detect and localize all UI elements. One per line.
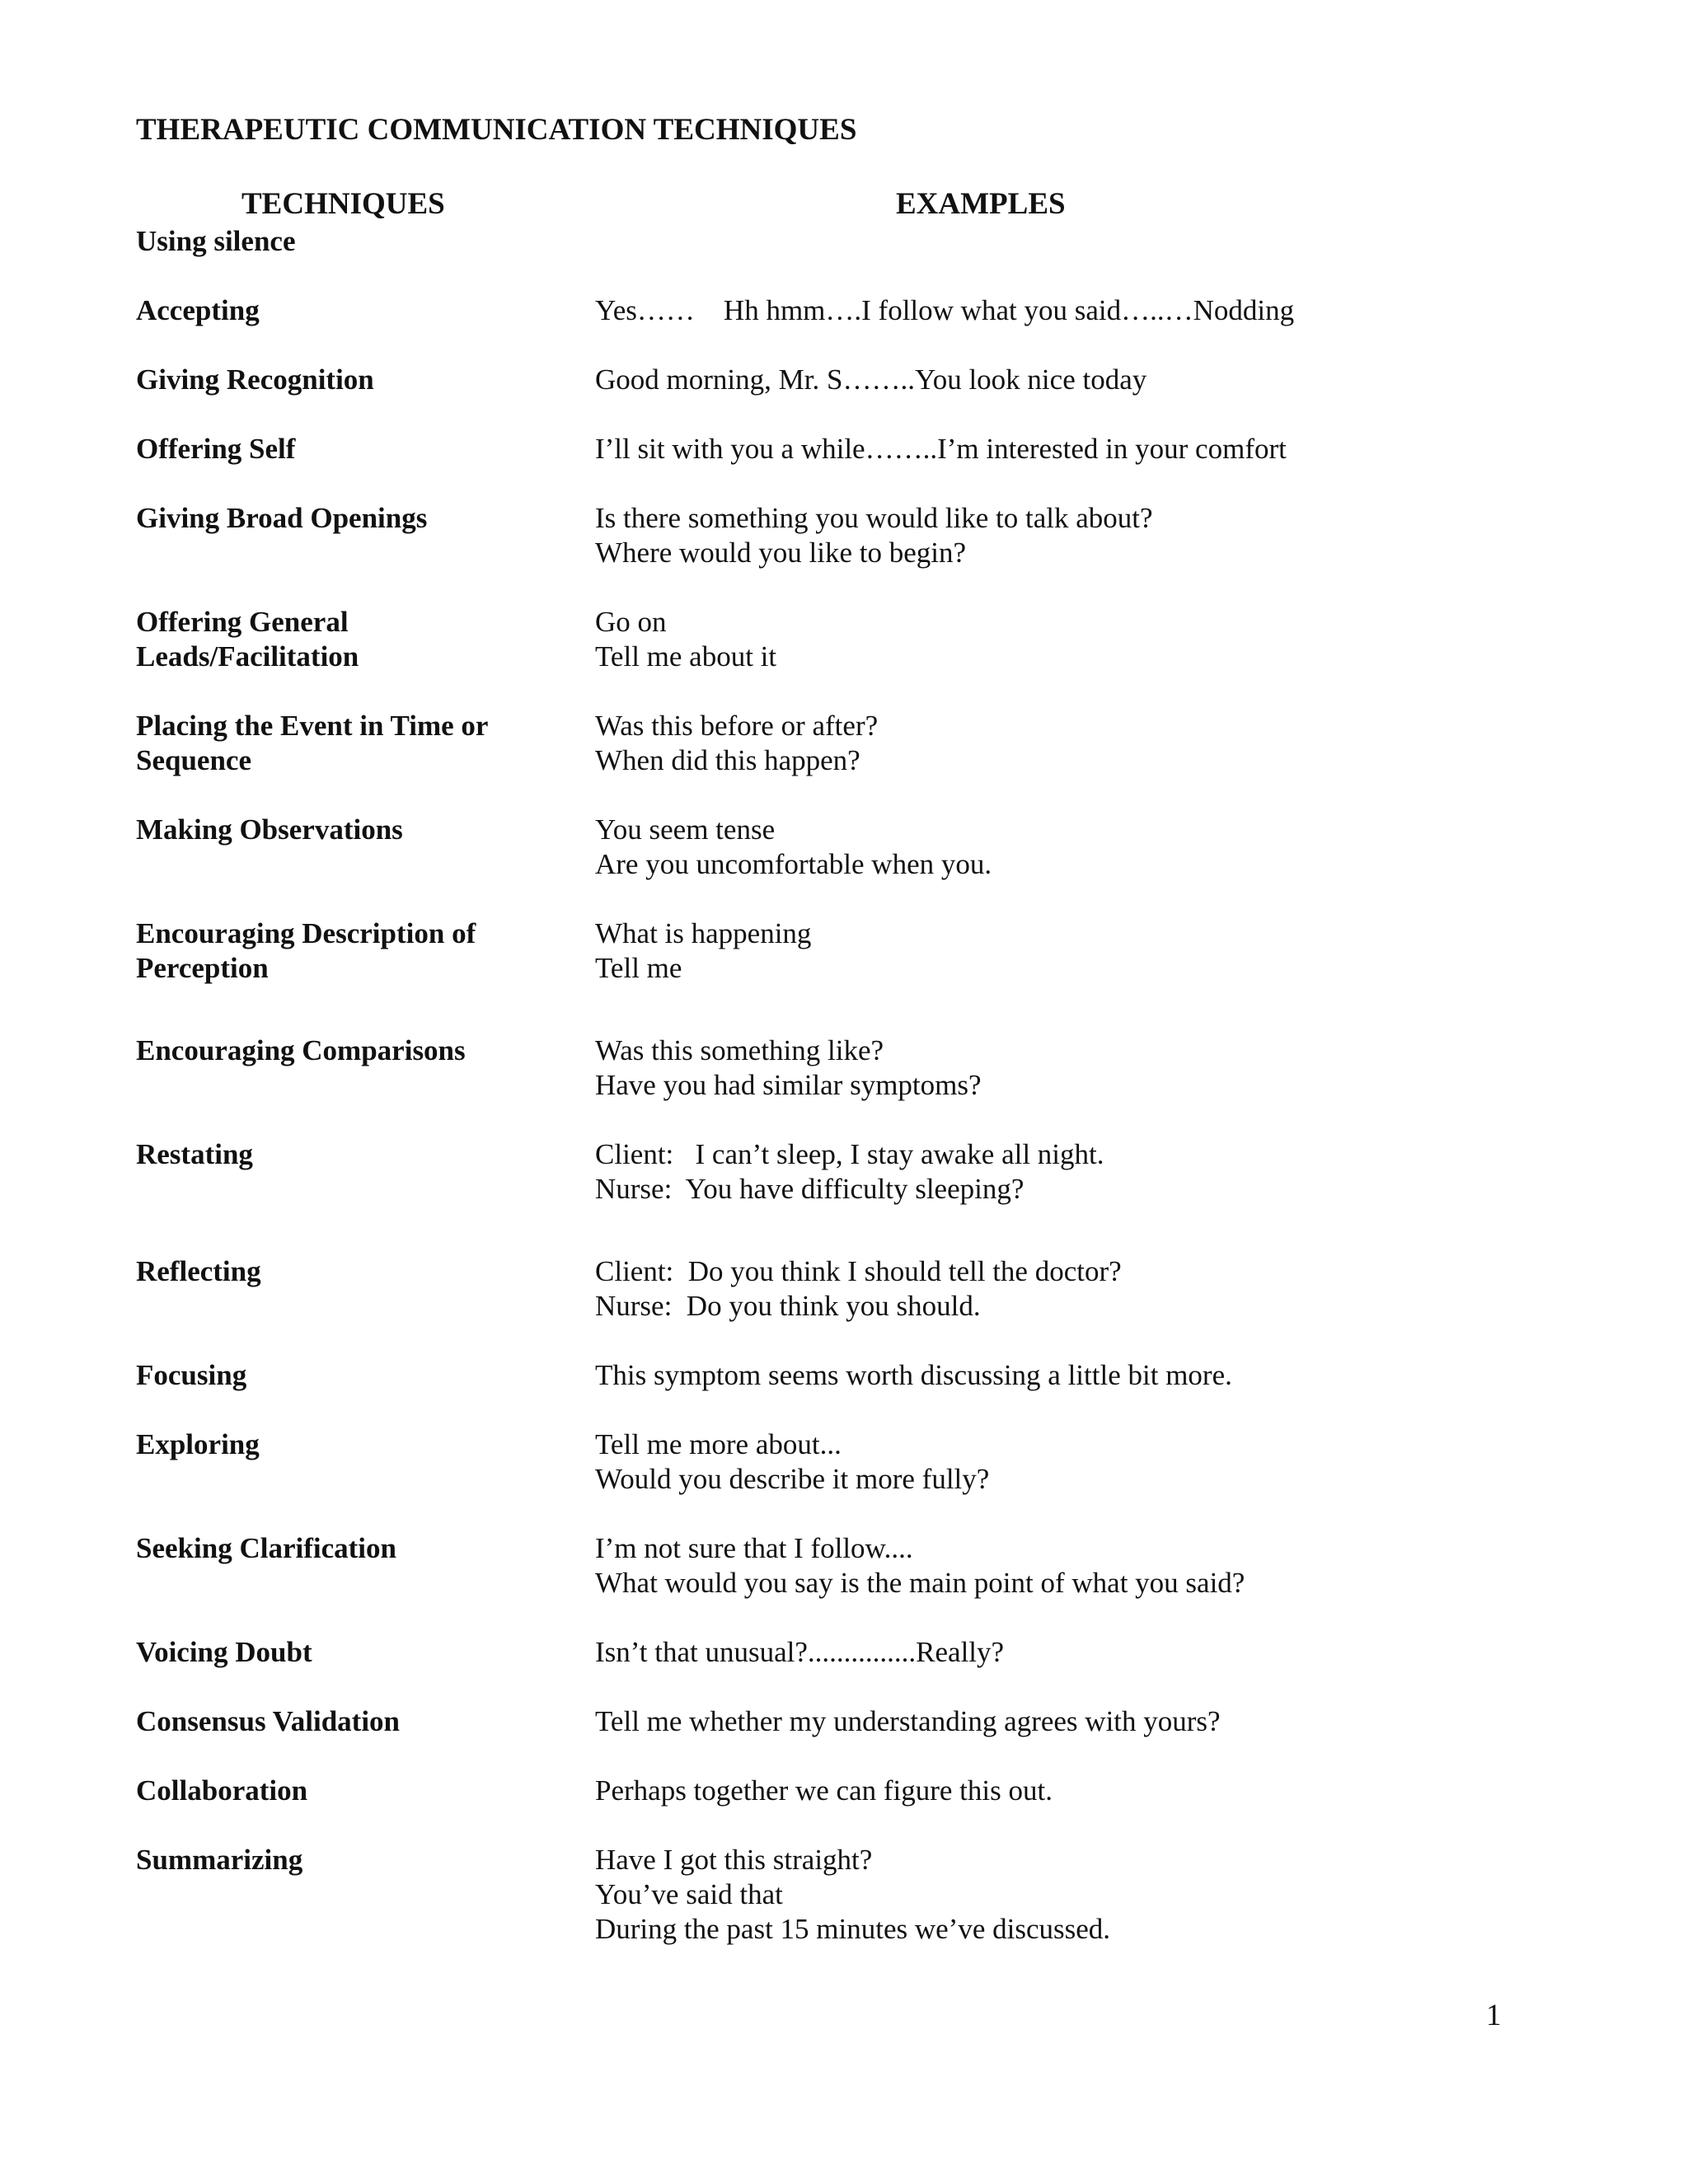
example-line: Perhaps together we can figure this out.	[595, 1774, 1053, 1807]
example-line: Nurse: You have difficulty sleeping?	[595, 1173, 1025, 1205]
example-line: Tell me	[595, 952, 682, 984]
example-text	[595, 224, 1554, 259]
table-row	[136, 501, 1554, 570]
technique-name	[136, 1704, 595, 1739]
table-row	[136, 1137, 1554, 1207]
table-row	[136, 1531, 1554, 1601]
example-line: Tell me about it	[595, 640, 777, 673]
table-row	[136, 916, 1554, 986]
technique-line: Collaboration	[136, 1774, 308, 1807]
techniques-column-header: TECHNIQUES	[241, 187, 445, 221]
table-row	[136, 363, 1554, 397]
page-title: THERAPEUTIC COMMUNICATION TECHNIQUES	[136, 113, 857, 147]
technique-name	[136, 1635, 595, 1670]
technique-name	[136, 1254, 595, 1324]
example-line: During the past 15 minutes we’ve discussed.	[595, 1913, 1111, 1945]
example-text	[595, 813, 1554, 882]
technique-name	[136, 605, 595, 674]
technique-name	[136, 813, 595, 882]
example-text	[595, 1704, 1554, 1739]
technique-line: Encouraging Description of	[136, 917, 476, 949]
technique-name	[136, 432, 595, 466]
example-line: Was this before or after?	[595, 710, 879, 742]
table-row	[136, 605, 1554, 674]
example-text	[595, 1531, 1554, 1601]
technique-name	[136, 293, 595, 328]
example-text	[595, 1774, 1554, 1808]
example-text	[595, 1635, 1554, 1670]
example-line: When did this happen?	[595, 744, 860, 776]
technique-name	[136, 1531, 595, 1601]
example-line: Have you had similar symptoms?	[595, 1069, 982, 1101]
example-text	[595, 1843, 1554, 1947]
table-row	[136, 1254, 1554, 1324]
example-line: Nurse: Do you think you should.	[595, 1290, 981, 1322]
technique-name	[136, 224, 595, 259]
table-row	[136, 224, 1554, 259]
example-text	[595, 501, 1554, 570]
example-text	[595, 1137, 1554, 1207]
technique-line: Making Observations	[136, 813, 403, 846]
table-row	[136, 813, 1554, 882]
technique-line: Placing the Event in Time or	[136, 710, 489, 742]
table-row	[136, 1774, 1554, 1808]
table-row	[136, 709, 1554, 778]
example-line: Good morning, Mr. S……..You look nice today	[595, 363, 1147, 396]
example-line: Client: Do you think I should tell the doctor?	[595, 1255, 1122, 1287]
example-line: Go on	[595, 606, 667, 638]
technique-line: Offering Self	[136, 433, 296, 465]
table-row	[136, 1635, 1554, 1670]
techniques-table	[136, 224, 1554, 1981]
technique-line: Encouraging Comparisons	[136, 1034, 466, 1066]
example-line: What would you say is the main point of what you said?	[595, 1567, 1245, 1599]
technique-line: Focusing	[136, 1359, 247, 1391]
table-row	[136, 1843, 1554, 1947]
table-row	[136, 432, 1554, 466]
technique-name	[136, 1137, 595, 1207]
technique-name	[136, 501, 595, 570]
table-row	[136, 1427, 1554, 1497]
example-line: What is happening	[595, 917, 812, 949]
example-line: Yes…… Hh hmm….I follow what you said…..…Nodding	[595, 294, 1295, 326]
technique-line: Accepting	[136, 294, 260, 326]
example-text	[595, 363, 1554, 397]
example-text	[595, 293, 1554, 328]
example-line: Client: I can’t sleep, I stay awake all night.	[595, 1138, 1104, 1170]
technique-name	[136, 1427, 595, 1497]
example-text	[595, 432, 1554, 466]
technique-line: Exploring	[136, 1428, 260, 1460]
example-text	[595, 605, 1554, 674]
example-line: Tell me whether my understanding agrees with yours?	[595, 1705, 1221, 1737]
example-line: Isn’t that unusual?...............Really?	[595, 1636, 1005, 1668]
technique-name	[136, 1774, 595, 1808]
example-line: This symptom seems worth discussing a little bit more.	[595, 1359, 1232, 1391]
technique-line: Leads/Facilitation	[136, 640, 359, 673]
example-line: I’ll sit with you a while……..I’m interested in your comfort	[595, 433, 1287, 465]
example-text	[595, 1033, 1554, 1103]
technique-line: Voicing Doubt	[136, 1636, 312, 1668]
example-text	[595, 1254, 1554, 1324]
page-number: 1	[1486, 1999, 1502, 2032]
technique-line: Sequence	[136, 744, 251, 776]
technique-name	[136, 709, 595, 778]
example-line: Where would you like to begin?	[595, 537, 967, 569]
technique-name	[136, 916, 595, 986]
example-line: Tell me more about...	[595, 1428, 842, 1460]
example-line: Are you uncomfortable when you.	[595, 848, 992, 880]
technique-line: Giving Recognition	[136, 363, 374, 396]
table-row	[136, 1358, 1554, 1393]
example-line: You’ve said that	[595, 1878, 783, 1910]
table-row	[136, 1033, 1554, 1103]
technique-line: Perception	[136, 952, 269, 984]
example-line: I’m not sure that I follow....	[595, 1532, 913, 1564]
technique-line: Restating	[136, 1138, 253, 1170]
example-line: Is there something you would like to talk about?	[595, 502, 1153, 534]
technique-line: Seeking Clarification	[136, 1532, 396, 1564]
table-row	[136, 293, 1554, 328]
technique-line: Summarizing	[136, 1844, 303, 1876]
technique-line: Giving Broad Openings	[136, 502, 428, 534]
example-line: Have I got this straight?	[595, 1844, 873, 1876]
example-text	[595, 916, 1554, 986]
table-row	[136, 1704, 1554, 1739]
technique-name	[136, 1358, 595, 1393]
technique-line: Reflecting	[136, 1255, 261, 1287]
technique-name	[136, 1033, 595, 1103]
example-text	[595, 1427, 1554, 1497]
technique-line: Using silence	[136, 225, 296, 257]
example-line: You seem tense	[595, 813, 776, 846]
example-text	[595, 709, 1554, 778]
technique-line: Consensus Validation	[136, 1705, 401, 1737]
technique-name	[136, 1843, 595, 1947]
example-line: Was this something like?	[595, 1034, 884, 1066]
example-text	[595, 1358, 1554, 1393]
examples-column-header: EXAMPLES	[896, 187, 1066, 221]
technique-line: Offering General	[136, 606, 349, 638]
technique-name	[136, 363, 595, 397]
example-line: Would you describe it more fully?	[595, 1463, 990, 1495]
